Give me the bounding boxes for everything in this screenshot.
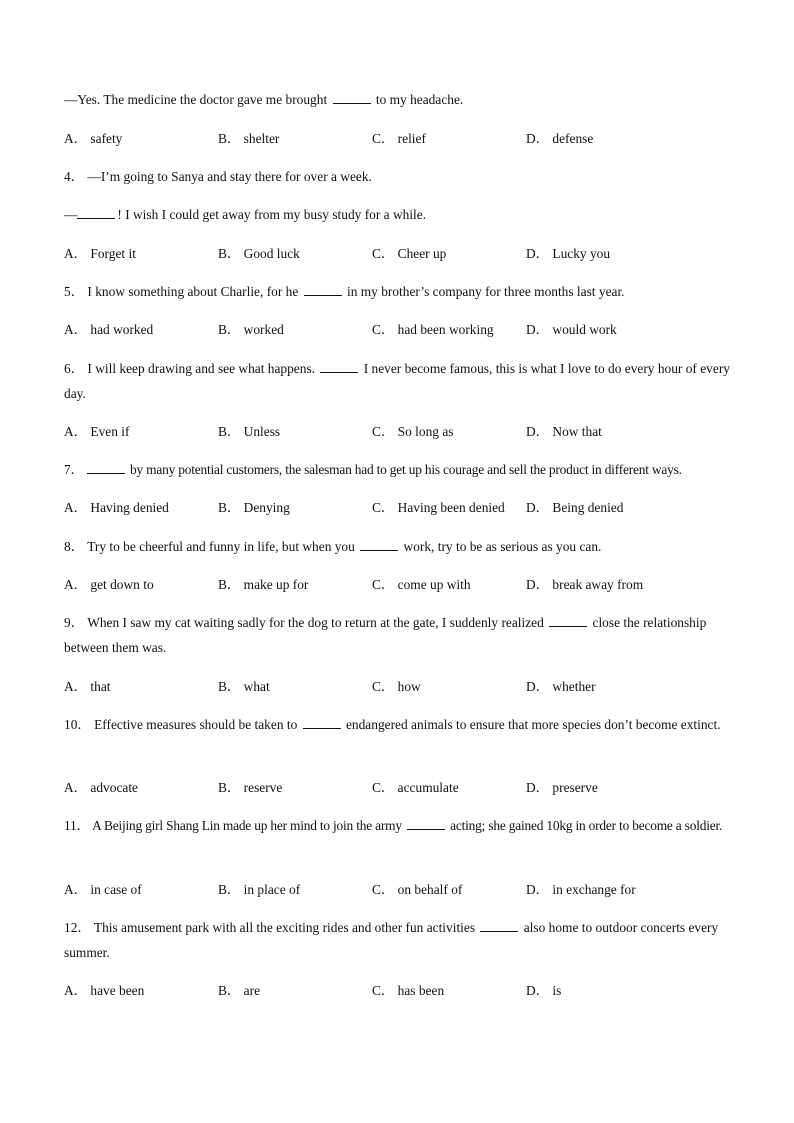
option-b: B． Good luck <box>218 246 300 261</box>
option-a: A． get down to <box>64 577 154 592</box>
q12-options <box>64 983 734 999</box>
option-b: B． reserve <box>218 780 283 795</box>
q5-stem: 5． I know something about Charlie, for he in my brother’s company for three months last year. <box>64 284 625 299</box>
q3-options <box>64 131 734 147</box>
option-c: C． how <box>372 679 421 694</box>
q4-options <box>64 246 734 262</box>
option-c: C． Cheer up <box>372 246 447 261</box>
q12-stem: 12． This amusement park with all the exciting rides and other fun activities also home to outdoor concerts every summer. <box>64 920 719 960</box>
q11-stem: 11． A Beijing girl Shang Lin made up her mind to join the army acting; she gained 10kg in order to become a soldier. <box>64 818 723 833</box>
option-a: A． Forget it <box>64 246 136 261</box>
option-a: A． Even if <box>64 424 130 439</box>
option-c: C． Having been denied <box>372 500 505 515</box>
answer-blank <box>480 920 518 932</box>
option-d: D． defense <box>526 131 594 146</box>
option-a: A． have been <box>64 983 145 998</box>
q7-options <box>64 500 734 516</box>
q4-reply: — ! I wish I could get away from my busy study for a while. <box>64 207 427 222</box>
option-b: B． are <box>218 983 261 998</box>
option-c: C． had been working <box>372 322 494 337</box>
q8-stem: 8． Try to be cheerful and funny in life, but when you work, try to be as serious as you can. <box>64 539 602 554</box>
option-a: A． advocate <box>64 780 138 795</box>
option-c: C． accumulate <box>372 780 459 795</box>
answer-blank <box>77 207 115 219</box>
answer-blank <box>320 361 358 373</box>
q11-options <box>64 882 734 898</box>
option-b: B． worked <box>218 322 284 337</box>
option-d: D． whether <box>526 679 596 694</box>
option-d: D． Now that <box>526 424 602 439</box>
option-a: A． safety <box>64 131 123 146</box>
option-c: C． on behalf of <box>372 882 463 897</box>
answer-blank <box>333 92 371 104</box>
option-b: B． shelter <box>218 131 280 146</box>
option-b: B． make up for <box>218 577 309 592</box>
option-d: D． in exchange for <box>526 882 636 897</box>
option-c: C． has been <box>372 983 445 998</box>
answer-blank <box>304 284 342 296</box>
option-b: B． what <box>218 679 270 694</box>
answer-blank <box>549 615 587 627</box>
option-d: D． would work <box>526 322 617 337</box>
q4-prompt: 4． —I’m going to Sanya and stay there for over a week. <box>64 169 372 184</box>
option-c: C． So long as <box>372 424 454 439</box>
option-a: A． had worked <box>64 322 154 337</box>
option-d: D． is <box>526 983 562 998</box>
answer-blank <box>407 818 445 830</box>
option-d: D． preserve <box>526 780 598 795</box>
option-a: A． that <box>64 679 111 694</box>
q3-reply: —Yes. The medicine the doctor gave me brought to my headache. <box>64 92 464 107</box>
q10-stem: 10． Effective measures should be taken to endangered animals to ensure that more species don’t become extinct. <box>64 717 721 732</box>
option-b: B． Denying <box>218 500 290 515</box>
q6-stem: 6． I will keep drawing and see what happens. I never become famous, this is what I love to do every hour of every day. <box>64 361 730 401</box>
option-c: C． come up with <box>372 577 471 592</box>
option-b: B． in place of <box>218 882 301 897</box>
option-c: C． relief <box>372 131 426 146</box>
q6-options <box>64 424 734 440</box>
option-d: D． Being denied <box>526 500 624 515</box>
q9-stem: 9． When I saw my cat waiting sadly for the dog to return at the gate, I suddenly realized close the relationship between them was. <box>64 615 707 655</box>
q9-options <box>64 679 734 695</box>
answer-blank <box>360 539 398 551</box>
option-a: A． Having denied <box>64 500 169 515</box>
option-d: D． Lucky you <box>526 246 611 261</box>
q7-stem: 7． by many potential customers, the salesman had to get up his courage and sell the product in different ways. <box>64 462 682 477</box>
q8-options <box>64 577 734 593</box>
q10-options <box>64 780 734 796</box>
answer-blank <box>87 462 125 474</box>
option-a: A． in case of <box>64 882 142 897</box>
option-b: B． Unless <box>218 424 281 439</box>
option-d: D． break away from <box>526 577 644 592</box>
answer-blank <box>303 717 341 729</box>
q5-options <box>64 322 734 338</box>
